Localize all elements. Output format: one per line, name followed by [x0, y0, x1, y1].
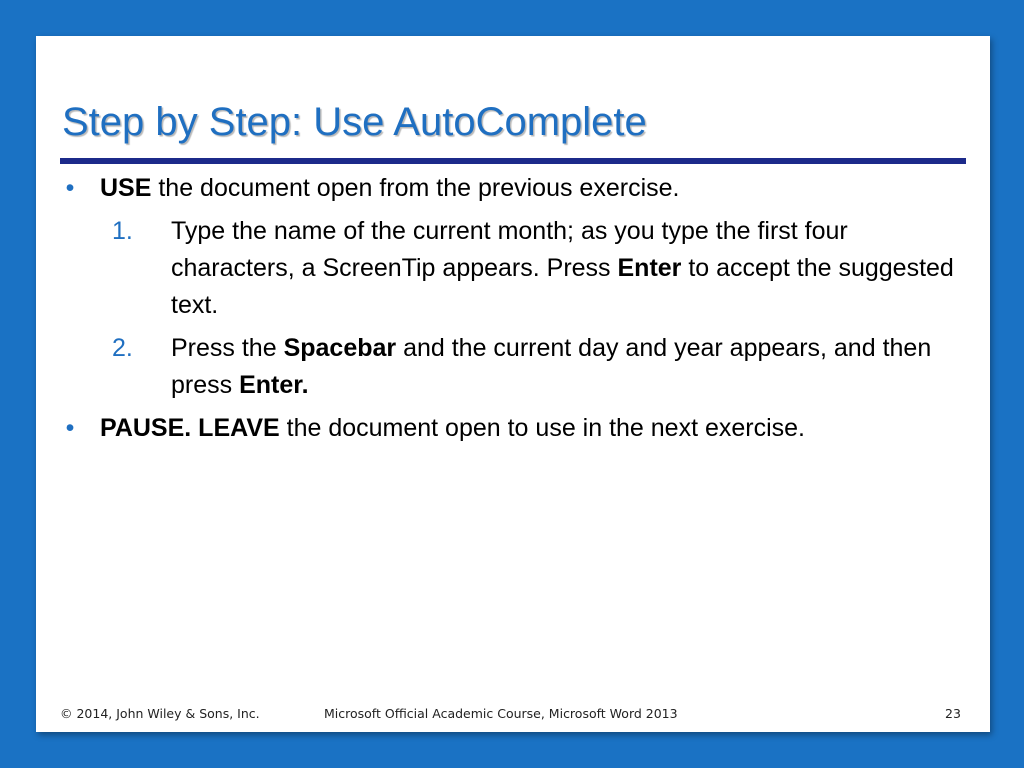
- step-key: Enter.: [239, 371, 309, 399]
- bullet-text: the document open to use in the next exercise.: [279, 414, 806, 442]
- step-item-2: [62, 330, 962, 404]
- bullet-item-pause: [62, 410, 962, 447]
- step-text: to accept the suggested text.: [171, 254, 954, 319]
- step-key: Spacebar: [283, 334, 397, 362]
- step-text: Press the: [171, 334, 284, 362]
- title-divider: [60, 158, 966, 164]
- slide-title: Step by Step: Use AutoComplete: [62, 100, 647, 144]
- slide: [36, 36, 990, 732]
- step-number: 1.: [112, 217, 133, 245]
- slide-body: [62, 170, 962, 447]
- bullet-text: the document open from the previous exercise.: [151, 174, 680, 202]
- bullet-lead: USE: [100, 174, 152, 202]
- bullet-item-use: [62, 170, 962, 207]
- footer-course: Microsoft Official Academic Course, Microsoft Word 2013: [324, 706, 678, 721]
- bullet-lead: PAUSE. LEAVE: [100, 414, 280, 442]
- bullet-marker: •: [65, 174, 75, 202]
- slide-number: 23: [945, 706, 961, 721]
- bullet-marker: •: [65, 414, 75, 442]
- step-key: Enter: [617, 254, 682, 282]
- step-item-1: [62, 213, 962, 324]
- step-text: Type the name of the current month; as you type the first four characters, a ScreenTip appears. Press: [171, 217, 848, 282]
- footer-copyright: © 2014, John Wiley & Sons, Inc.: [60, 706, 260, 721]
- step-text: and the current day and year appears, and then press: [171, 334, 932, 399]
- step-number: 2.: [112, 334, 133, 362]
